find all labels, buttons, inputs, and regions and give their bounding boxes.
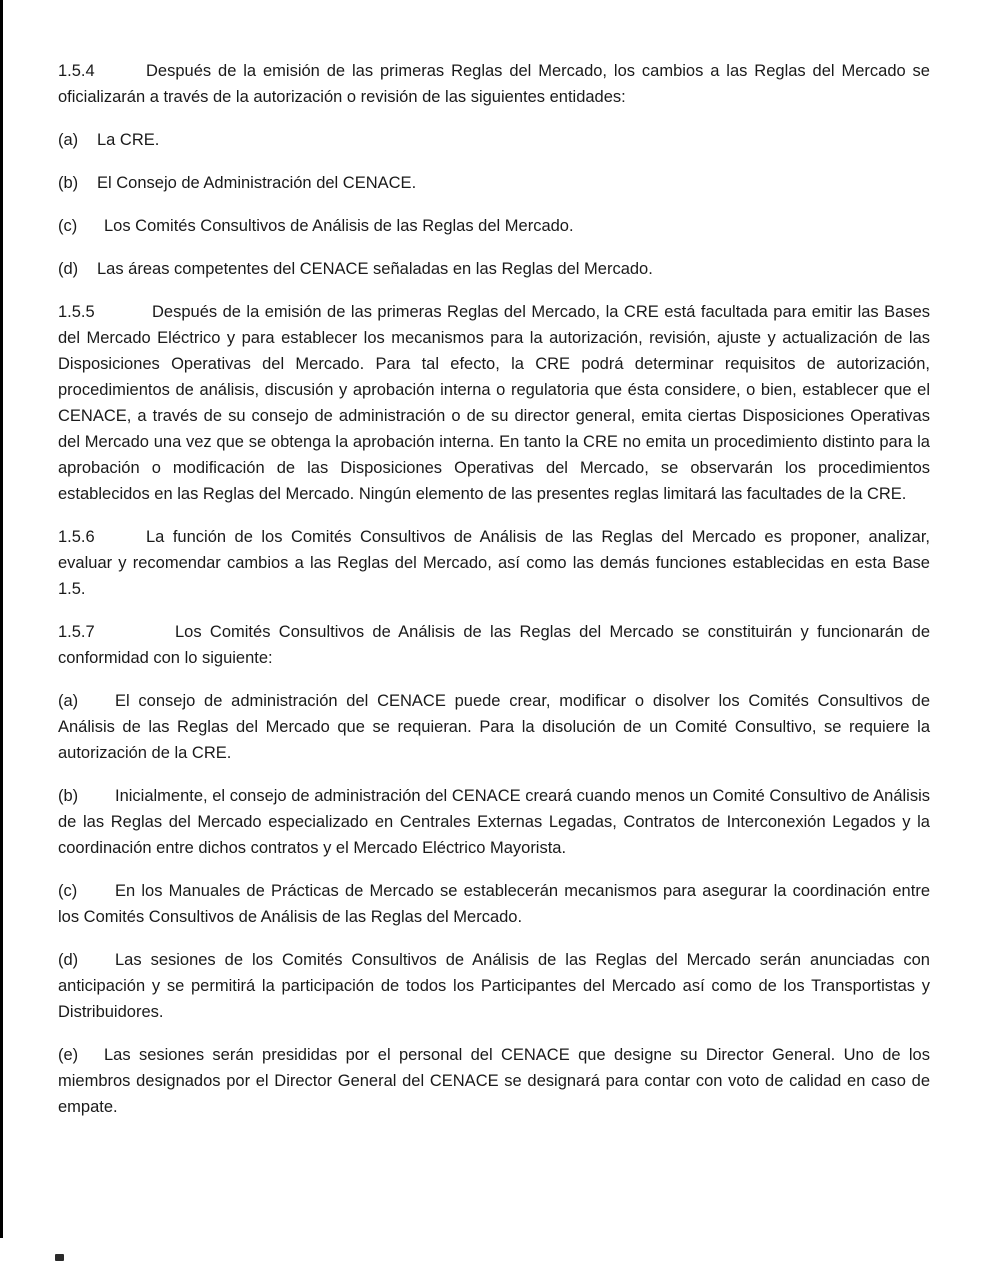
page-left-border-line	[0, 0, 3, 1238]
clause-number: 1.5.7	[58, 623, 95, 641]
clause-1-5-5	[58, 299, 930, 507]
list-item-label: (d)	[58, 951, 79, 969]
list-item-text: Inicialmente, el consejo de administración del CENACE creará cuando menos un Comité Consultivo de Análisis de las Reglas del Mercado especializado en Centrales Externas Legadas, Contratos de Interconexión Legados y la coordinación entre dichos contratos y el Mercado Eléctrico Mayorista.	[58, 787, 930, 857]
clause-number: 1.5.6	[58, 528, 95, 546]
document-body	[58, 58, 930, 1120]
clause-text: Después de la emisión de las primeras Reglas del Mercado, los cambios a las Reglas del Mercado se oficializarán a través de la autorización o revisión de las siguientes entidades:	[58, 62, 930, 106]
list-item-label: (c)	[58, 882, 78, 900]
list-item-text: El Consejo de Administración del CENACE.	[97, 174, 417, 192]
ink-smudge-artifact	[55, 1254, 64, 1261]
list-item-label: (b)	[58, 787, 79, 805]
list-item-label: (e)	[58, 1046, 79, 1064]
list-item-a	[58, 127, 930, 153]
list-item-text: El consejo de administración del CENACE puede crear, modificar o disolver los Comités Consultivos de Análisis de las Reglas del Mercado que se requieran. Para la disolución de un Comité Consultivo, se requiere la autorización de la CRE.	[58, 692, 930, 762]
list-item-e2	[58, 1042, 930, 1120]
clause-1-5-6	[58, 524, 930, 602]
clause-text: Los Comités Consultivos de Análisis de las Reglas del Mercado se constituirán y funcionarán de conformidad con lo siguiente:	[58, 623, 930, 667]
list-item-text: Las sesiones de los Comités Consultivos de Análisis de las Reglas del Mercado serán anunciadas con anticipación y se permitirá la participación de todos los Participantes del Mercado así como de los Transportistas y Distribuidores.	[58, 951, 930, 1021]
list-item-d	[58, 256, 930, 282]
clause-number: 1.5.4	[58, 62, 95, 80]
list-item-b2	[58, 783, 930, 861]
list-item-text: Las sesiones serán presididas por el personal del CENACE que designe su Director General. Uno de los miembros designados por el Director General del CENACE se designará para contar con voto de calidad en caso de empate.	[58, 1046, 930, 1116]
clause-1-5-4	[58, 58, 930, 110]
list-item-label: (b)	[58, 174, 79, 192]
clause-text: La función de los Comités Consultivos de Análisis de las Reglas del Mercado es proponer, analizar, evaluar y recomendar cambios a las Reglas del Mercado, así como las demás funciones establecidas en esta Base 1.5.	[58, 528, 930, 598]
list-item-label: (c)	[58, 217, 78, 235]
list-item-label: (d)	[58, 260, 79, 278]
list-item-b	[58, 170, 930, 196]
list-item-text: Las áreas competentes del CENACE señaladas en las Reglas del Mercado.	[97, 260, 653, 278]
clause-1-5-7	[58, 619, 930, 671]
clause-text: Después de la emisión de las primeras Reglas del Mercado, la CRE está facultada para emitir las Bases del Mercado Eléctrico y para establecer los mecanismos para la autorización, revisión, ajuste y actualización de las Disposiciones Operativas del Mercado. Para tal efecto, la CRE podrá determinar requisitos de autorización, procedimientos de análisis, discusión y aprobación interna o regulatoria que ésta considere, o bien, establecer que el CENACE, a través de su consejo de administración o de su director general, emita ciertas Disposiciones Operativas del Mercado una vez que se obtenga la aprobación interna. En tanto la CRE no emita un procedimiento distinto para la aprobación o modificación de las Disposiciones Operativas del Mercado, se observarán los procedimientos establecidos en las Reglas del Mercado. Ningún elemento de las presentes reglas limitará las facultades de la CRE.	[58, 303, 930, 503]
list-item-label: (a)	[58, 692, 79, 710]
list-item-label: (a)	[58, 131, 79, 149]
list-item-c2	[58, 878, 930, 930]
list-item-text: La CRE.	[97, 131, 160, 149]
list-item-d2	[58, 947, 930, 1025]
list-item-a2	[58, 688, 930, 766]
list-item-c	[58, 213, 930, 239]
clause-number: 1.5.5	[58, 303, 95, 321]
list-item-text: En los Manuales de Prácticas de Mercado se establecerán mecanismos para asegurar la coordinación entre los Comités Consultivos de Análisis de las Reglas del Mercado.	[58, 882, 930, 926]
list-item-text: Los Comités Consultivos de Análisis de las Reglas del Mercado.	[104, 217, 574, 235]
